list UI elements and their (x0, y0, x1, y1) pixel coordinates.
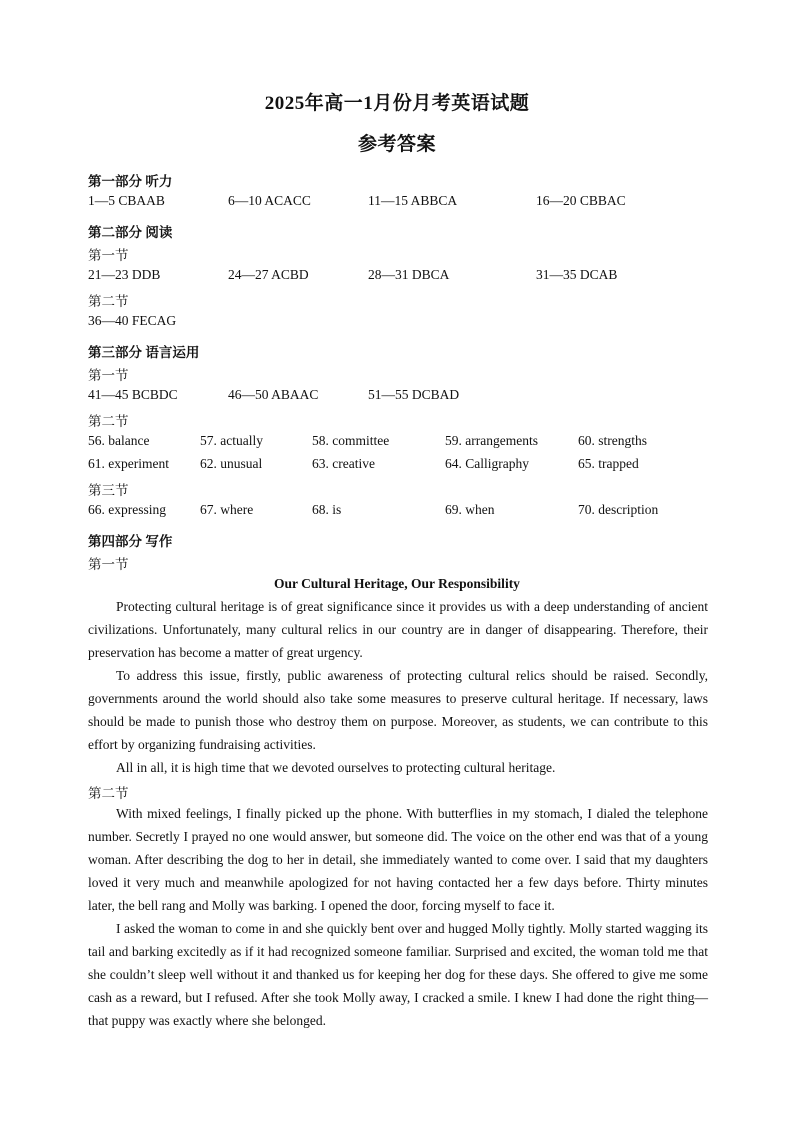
story-paragraph: I asked the woman to come in and she quickly bent over and hugged Molly tightly. Molly started wagging its tail and barking excitedly as if it had recognized someone familiar. Surprised and excited, the woman told me that she couldn’t sleep well without it and thanked us for keeping her dog for these days. She offered to give me some cash as a reward, but I refused. After she took Molly away, I cracked a smile. I knew I had done the right thing—that puppy was exactly where she belonged. (88, 921, 708, 1028)
part3-section3-row1 (88, 502, 728, 520)
answer-group: 6—10 ACACC (228, 193, 311, 208)
word-answer: 60. strengths (578, 433, 647, 448)
answer-group: 24—27 ACBD (228, 267, 309, 282)
essay-paragraph: All in all, it is high time that we devoted ourselves to protecting cultural heritage. (116, 760, 556, 775)
part2-section1-answers (88, 267, 728, 285)
part1-heading: 第一部分 听力 (88, 174, 173, 189)
part3-section2-label: 第二节 (88, 414, 129, 429)
answer-group: 46—50 ABAAC (228, 387, 319, 402)
answer-group: 28—31 DBCA (368, 267, 450, 282)
word-answer: 64. Calligraphy (445, 456, 529, 471)
part2-section2-label: 第二节 (88, 294, 129, 309)
part1-answers (88, 193, 728, 211)
part4-heading: 第四部分 写作 (88, 534, 173, 549)
word-answer: 68. is (312, 502, 342, 517)
answer-group: 36—40 FECAG (88, 313, 177, 328)
word-answer: 58. committee (312, 433, 390, 448)
part2-section2-answers (88, 313, 728, 331)
part3-section2-row1 (88, 433, 728, 451)
part2-section1-label: 第一节 (88, 248, 129, 263)
answer-group: 31—35 DCAB (536, 267, 618, 282)
answer-group: 41—45 BCBDC (88, 387, 178, 402)
part4-section2-label: 第二节 (88, 786, 129, 801)
word-answer: 66. expressing (88, 502, 166, 517)
answer-group: 21—23 DDB (88, 267, 161, 282)
answer-group: 16—20 CBBAC (536, 193, 626, 208)
story-paragraph: With mixed feelings, I finally picked up the phone. With butterflies in my stomach, I dialed the telephone number. Secretly I prayed no one would answer, but someone did. The voice on the other end was that of a young woman. After describing the dog to her in detail, she immediately wanted to come over. I said that my daughters loved it very much and meanwhile apologized for not having contacted her a few days before. Thirty minutes later, the bell rang and Molly was barking. I opened the door, forcing myself to face it. (88, 806, 708, 913)
answer-group: 51—55 DCBAD (368, 387, 460, 402)
word-answer: 61. experiment (88, 456, 169, 471)
part3-heading: 第三部分 语言运用 (88, 345, 200, 360)
word-answer: 69. when (445, 502, 495, 517)
word-answer: 70. description (578, 502, 659, 517)
part3-section3-label: 第三节 (88, 483, 129, 498)
part3-section1-answers (88, 387, 728, 405)
essay-title: Our Cultural Heritage, Our Responsibility (274, 576, 520, 591)
word-answer: 62. unusual (200, 456, 263, 471)
part3-section2-row2 (88, 456, 728, 474)
answer-key-subtitle: 参考答案 (357, 134, 436, 155)
essay-paragraph: Protecting cultural heritage is of great significance since it provides us with a deep understanding of ancient civilizations. Unfortunately, many cultural relics in our country are in danger of disappearing. Therefore, their preservation has become a matter of great urgency. (88, 599, 708, 660)
word-answer: 63. creative (312, 456, 375, 471)
answer-group: 11—15 ABBCA (368, 193, 458, 208)
word-answer: 67. where (200, 502, 254, 517)
answer-group: 1—5 CBAAB (88, 193, 165, 208)
word-answer: 56. balance (88, 433, 150, 448)
part3-section1-label: 第一节 (88, 368, 129, 383)
word-answer: 65. trapped (578, 456, 639, 471)
part2-heading: 第二部分 阅读 (88, 225, 173, 240)
word-answer: 59. arrangements (445, 433, 538, 448)
word-answer: 57. actually (200, 433, 263, 448)
part4-section1-label: 第一节 (88, 557, 129, 572)
exam-title: 2025年高一1月份月考英语试题 (264, 93, 530, 114)
essay-paragraph: To address this issue, firstly, public awareness of protecting cultural relics should be raised. Secondly, governments around the world should also take some measures to preserve cultural heritage. If necessary, laws should be made to punish those who destroy them on purpose. Moreover, as students, we can contribute to this effort by organizing fundraising activities. (88, 668, 708, 752)
